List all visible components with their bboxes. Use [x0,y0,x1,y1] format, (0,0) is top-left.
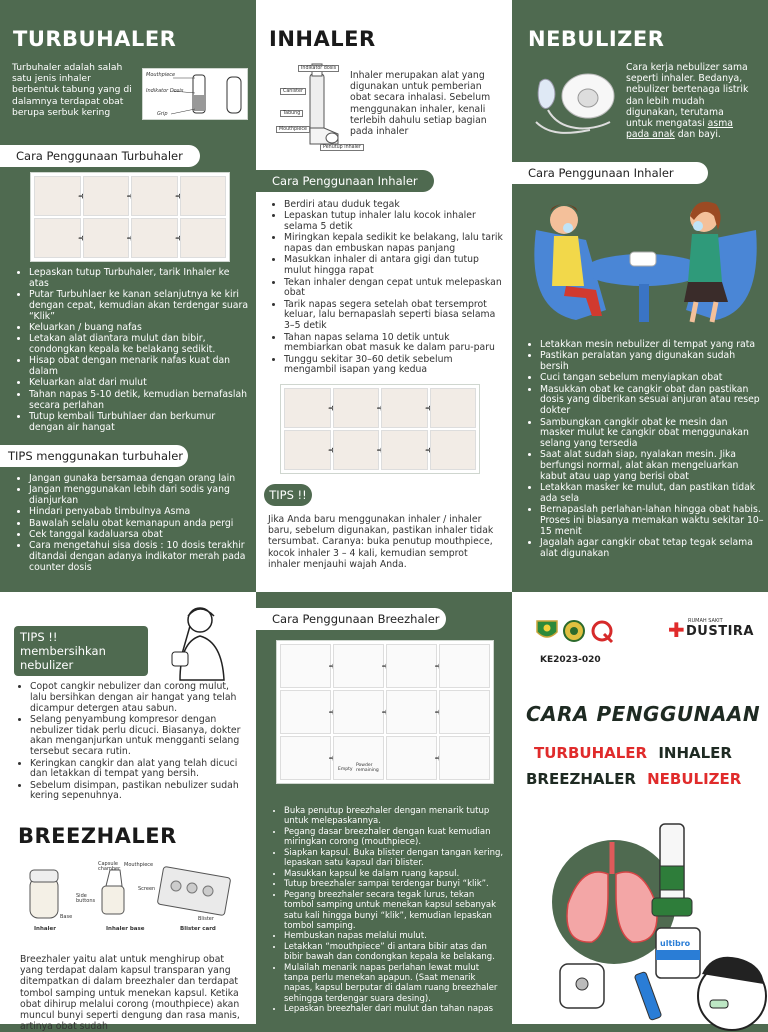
turbuhaler-step-illustration [83,176,130,216]
inhaler-step-illustration [333,430,380,470]
turbuhaler-label-grip: Grip [157,111,168,117]
list-item: • Tarik napas segera setelah obat tersemprot keluar, lalu bernapaslah seperti biasa selama 3–5 detik [284,300,506,332]
inhaler-step-illustration [381,430,428,470]
nebulizer-steps-list [540,340,764,560]
turbuhaler-step-illustration [83,218,130,258]
turbuhaler-step-illustration [131,218,178,258]
inhaler-steps-image [280,384,480,474]
nebulizer-tips-list [30,682,246,803]
panel-breezhaler-usage [256,592,512,1024]
list-item: • Letakkan “mouthpiece” di antara bibir atas dan bibir bawah dan condongkan kepala ke belakang. [284,942,506,962]
nebulizer-title: NEBULIZER [528,27,665,51]
list-item: • Keringkan cangkir dan alat yang telah dicuci dan letakkan di tempat yang bersih. [30,759,246,781]
list-item: • Hembuskan napas melalui mulut. [284,931,506,941]
turbuhaler-step-illustration [34,218,81,258]
list-item: • Cek tanggal kadaluarsa obat [29,530,251,541]
inhaler-step-illustration [381,388,428,428]
list-item: • Selang penyambung kompresor dengan nebulizer tidak perlu dicuci. Biasanya, dokter akan menganjurkan untuk mengganti selang tersebut secara rutin. [30,715,246,758]
turbuhaler-steps-image [30,172,230,262]
inhaler-step-illustration [284,388,331,428]
breezhaler-title: BREEZHALER [18,824,177,848]
list-item: • Berdiri atau duduk tegak [284,200,506,211]
breezhaler-label-blister: Blister [198,916,214,922]
hospital-name: DUSTIRA [686,624,754,639]
breezhaler-step-illustration [386,736,437,780]
list-item: • Masukkan obat ke cangkir obat dan pastikan dosis yang diberikan sesuai anjuran atau resep dokter [540,385,764,417]
inhaler-tips-heading: TIPS !! [264,484,312,506]
breezhaler-step-illustration [280,644,331,688]
inhaler-brand-label: ultibro [660,939,691,948]
panel-turbuhaler [0,0,256,592]
list-item: • Mulailah menarik napas perlahan lewat mulut tanpa perlu menekan apapun. (Saat menarik napas, kapsul berputar di dalam ruang breezhaler sehingga terdengar suara desing). [284,963,506,1004]
inhaler-label-mouthpiece: Mouthpiece [276,126,310,133]
nebulizer-description [626,62,750,140]
breezhaler-grid-label-powder: Powder remaining [356,763,379,773]
nebulizer-device-image [530,62,620,140]
breezhaler-step-illustration [439,736,490,780]
turbuhaler-label-dosis: Indikator Dosis [146,88,184,94]
cover-title: CARA PENGGUNAAN [526,702,761,726]
list-item: • Bernapaslah perlahan-lahan hingga obat habis. Proses ini biasanya memakan waktu sekitar 10–15 menit [540,505,764,537]
inhaler-label-indikator: Indikator dosis [298,65,339,72]
list-item: • Bawalah selalu obat kemanapun anda pergi [29,519,251,530]
breezhaler-grid-label-empty: Empty [338,767,353,772]
breezhaler-usage-heading: Cara Penggunaan Breezhaler [256,608,446,630]
list-item: • Letakkan masker ke mulut, dan pastikan tidak ada sela [540,483,764,505]
list-item: • Hisap obat dengan menarik nafas kuat dan dalam [29,356,251,378]
cover-word-turbuhaler: TURBUHALER [534,744,648,762]
hospital-cross-icon: ✚ [668,618,685,642]
inhaler-label-penutup: Penutup inhaler [320,144,364,151]
list-item: • Lepaskan tutup Turbuhaler, tarik Inhaler ke atas [29,268,251,290]
inhaler-step-illustration [333,388,380,428]
cover-illustration [542,824,762,1020]
breezhaler-step-illustration [333,736,384,780]
list-item: • Tunggu sekitar 30–60 detik sebelum mengambil isapan yang kedua [284,355,506,377]
turbuhaler-steps-list [29,268,251,434]
list-item: • Tekan inhaler dengan cepat untuk melepaskan obat [284,278,506,300]
list-item: • Keluarkan / buang nafas [29,323,251,334]
nebulizer-usage-heading: Cara Penggunaan Inhaler [512,162,708,184]
turbuhaler-title: TURBUHALER [13,27,177,51]
list-item: • Lepaskan breezhaler dari mulut dan tahan napas [284,1004,506,1014]
list-item: • Pegang breezhaler secara tegak lurus, tekan tombol samping untuk menekan kapsul sebanyak satu kali hingga bunyi “klik”, kemudian lepaskan tombol samping. [284,890,506,931]
nebulizer-tips-heading: TIPS !! membersihkan nebulizer [14,626,148,676]
list-item: • Cara mengetahui sisa dosis : 10 dosis terakhir ditandai dengan adanya indikator merah pada counter dosis [29,541,251,573]
inhaler-steps-list [284,200,506,377]
breezhaler-label-mouthpiece: Mouthpiece [124,862,154,868]
hospital-small-label: RUMAH SAKIT [688,618,723,624]
asma-pada-anak-link[interactable]: asma pada anak [626,118,733,141]
nebulizer-user-illustration [160,602,240,682]
list-item: • Masukkan inhaler di antara gigi dan tutup mulut hingga rapat [284,255,506,277]
list-item: • Copot cangkir nebulizer dan corong mulut, lalu bersihkan dengan air hangat yang telah dicampur detergen atau sabun. [30,682,246,714]
turbuhaler-tips-list [29,474,251,574]
breezhaler-diagram [20,861,240,936]
cover-word-breezhaler: BREEZHALER [526,770,636,788]
turbuhaler-step-illustration [34,176,81,216]
list-item: • Tutup kembali Turbuhlaer dan berkumur dengan air hangat [29,412,251,434]
inhaler-diagram [274,60,361,154]
breezhaler-step-illustration [386,690,437,734]
list-item: • Letakan alat diantara mulut dan bibir, condongkan kepala ke belakang sedikit. [29,334,251,356]
cover-subtitle-row2 [526,770,741,788]
inhaler-title: INHALER [269,27,376,51]
list-item: • Lepaskan tutup inhaler lalu kocok inhaler selama 5 detik [284,211,506,233]
panel-cover [512,592,768,1024]
inhaler-usage-heading: Cara Penggunaan Inhaler [256,170,434,192]
breezhaler-step-illustration [333,644,384,688]
cover-word-inhaler: INHALER [658,744,732,762]
breezhaler-steps-image [276,640,494,784]
nebulizer-description-text: Cara kerja nebulizer sama seperti inhaler. Bedanya, nebulizer bertenaga listrik dan lebih mudah digunakan, terutama untuk mengatasi [626,62,749,130]
inhaler-step-illustration [430,430,477,470]
breezhaler-step-illustration [280,690,331,734]
list-item: • Hindari penyabab timbulnya Asma [29,507,251,518]
list-item: • Putar Turbuhlaer ke kanan selanjutnya ke kiri dengan cepat, kemudian akan terdengar suara “Klik” [29,290,251,322]
list-item: • Sambungkan cangkir obat ke mesin dan masker mulut ke cangkir obat menggunakan selang yang tersedia [540,418,764,450]
nebulizer-people-illustration [526,190,756,330]
inhaler-label-canister: Canister [280,88,306,95]
breezhaler-label-inhaler: Inhaler [34,926,56,932]
hospital-logo [668,618,754,640]
turbuhaler-tips-heading: TIPS menggunakan turbuhaler [0,445,188,467]
nebulizer-description-end: dan bayi. [674,129,721,141]
panel-nebulizer [512,0,768,592]
cover-word-nebulizer: NEBULIZER [647,770,742,788]
turbuhaler-step-illustration [180,176,227,216]
list-item: • Cuci tangan sebelum menyiapkan obat [540,373,764,384]
breezhaler-label-side-buttons: Side buttons [76,893,96,904]
list-item: • Siapkan kapsul. Buka blister dengan tangan kering, lepaskan satu kapsul dari blister. [284,848,506,868]
turbuhaler-step-illustration [131,176,178,216]
breezhaler-steps-list [284,806,506,1015]
inhaler-step-illustration [430,388,477,428]
breezhaler-label-capsule-chamber: Capsule chamber [98,861,121,872]
breezhaler-label-blister-card: Blister card [180,926,216,932]
inhaler-step-illustration [284,430,331,470]
turbuhaler-diagram [142,68,248,120]
panel-inhaler [256,0,512,592]
breezhaler-label-inhaler-base: Inhaler base [106,926,145,932]
breezhaler-step-illustration [280,736,331,780]
breezhaler-label-base: Base [60,914,73,920]
cover-subtitle-row1 [534,744,732,762]
inhaler-label-tabung: Tabung [280,110,303,117]
breezhaler-step-illustration [386,644,437,688]
institution-logos [534,618,614,644]
turbuhaler-label-mouthpiece: Mouthpiece [146,72,176,78]
list-item: • Keluarkan alat dari mulut [29,378,251,389]
inhaler-description: Inhaler merupakan alat yang digunakan untuk pemberian obat secara inhalasi. Sebelum menggunakan inhaler, kenali terlebih dahulu setiap bagian pada inhaler [350,70,491,138]
list-item: • Buka penutup breezhaler dengan menarik tutup untuk melepaskannya. [284,806,506,826]
list-item: • Tahan napas selama 10 detik untuk membiarkan obat masuk ke dalam paru-paru [284,333,506,355]
turbuhaler-description: Turbuhaler adalah salah satu jenis inhaler berbentuk tabung yang di dalamnya terdapat obat berupa serbuk kering [12,62,132,118]
list-item: • Jangan gunaka bersamaa dengan orang lain [29,474,251,485]
document-code: KE2023-020 [540,655,601,665]
list-item: • Tahan napas 5-10 detik, kemudian bernafaslah secara perlahan [29,390,251,412]
panel-breezhaler-intro [0,592,256,1032]
list-item: • Jagalah agar cangkir obat tetap tegak selama alat digunakan [540,538,764,560]
inhaler-tips-text: Jika Anda baru menggunakan inhaler / inhaler baru, sebelum digunakan, pastikan inhaler tidak tersumbat. Caranya: buka penutup mouthpiece, kocok inhaler 3 – 4 kali, kemudian semprot inhaler menjauhi wajah Anda. [268,514,494,570]
list-item: • Pastikan peralatan yang digunakan sudah bersih [540,351,764,373]
list-item: • Letakkan mesin nebulizer di tempat yang rata [540,340,764,351]
turbuhaler-step-illustration [180,218,227,258]
breezhaler-description: Breezhaler yaitu alat untuk menghirup obat yang terdapat dalam kapsul transparan yang ditempatkan di dalam breezhaler dan terdapat tombol samping untuk menekan kapsul. Ketika obat dihirup melalui corong (mouthpiece) akan muncul bunyi seperti dengung dan rasa manis, artinya obat sudah [20,954,240,1032]
list-item: • Jangan menggunakan lebih dari sodis yang dianjurkan [29,485,251,507]
list-item: • Miringkan kepala sedikit ke belakang, lalu tarik napas dan embuskan napas panjang [284,233,506,255]
list-item: • Sebelum disimpan, pastikan nebulizer sudah kering sepenuhnya. [30,781,246,803]
breezhaler-step-illustration [333,690,384,734]
list-item: • Pegang dasar breezhaler dengan kuat kemudian miringkan corong (mouthpiece). [284,827,506,847]
turbuhaler-usage-heading: Cara Penggunaan Turbuhaler [0,145,200,167]
breezhaler-step-illustration [439,690,490,734]
breezhaler-step-illustration [439,644,490,688]
list-item: • Saat alat sudah siap, nyalakan mesin. Jika berfungsi normal, alat akan mengeluarkan kabut atau uap yang berisi obat [540,450,764,482]
list-item: • Masukkan kapsul ke dalam ruang kapsul. [284,869,506,879]
list-item: • Tutup breezhaler sampai terdengar bunyi “klik”. [284,879,506,889]
breezhaler-label-screen: Screen [138,886,156,892]
